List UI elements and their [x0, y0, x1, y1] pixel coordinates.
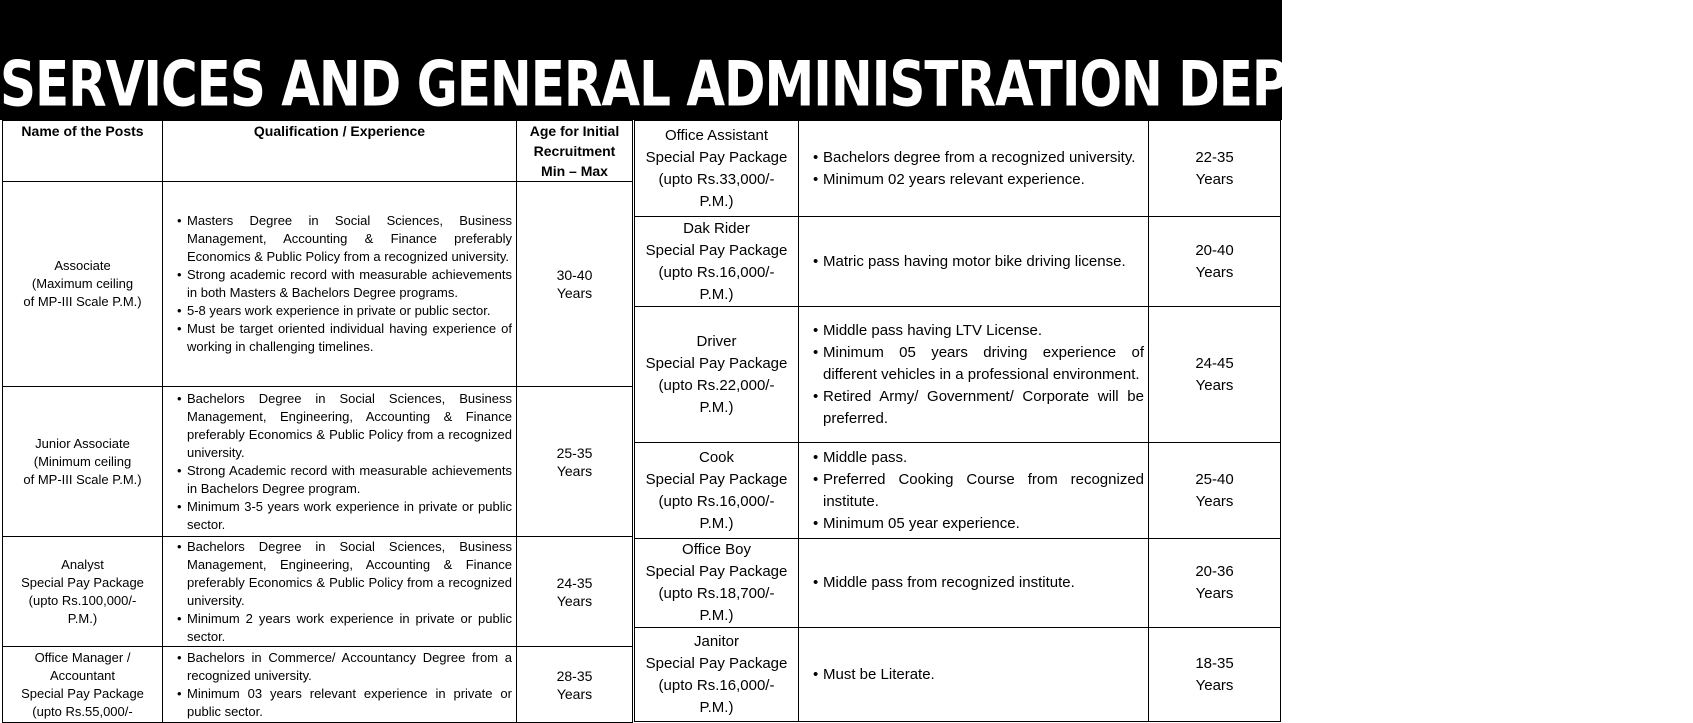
post-name: [635, 121, 799, 217]
age-line: 28-35: [556, 667, 593, 684]
post-name-line: (upto Rs.55,000/-: [32, 703, 133, 719]
post-name-line: Special Pay Package: [645, 470, 788, 488]
age-line: Years: [556, 285, 593, 301]
qualification: [799, 628, 1149, 722]
post-name-line: Accountant: [49, 667, 116, 683]
age-range: [517, 647, 633, 723]
job-row: [635, 443, 1281, 539]
header-post: Name of the Posts: [3, 121, 163, 182]
qualification-list: [167, 538, 512, 646]
qualification: [163, 647, 517, 723]
qualification: [799, 443, 1149, 539]
post-name-line: (upto Rs.16,000/-: [658, 676, 775, 694]
qualification-item: • Masters Degree in Social Sciences, Business Management, Accounting & Finance preferably Economics & Public Policy from a recognized university.: [177, 212, 512, 266]
post-name: [635, 539, 799, 628]
post-name-line: of MP-III Scale P.M.): [23, 294, 142, 309]
job-row: [635, 628, 1281, 722]
post-name-line: (upto Rs.100,000/-: [28, 592, 137, 608]
age-line: 24-35: [556, 574, 593, 591]
qualification-item: • Minimum 02 years relevant experience.: [813, 169, 1144, 191]
job-row: [635, 121, 1281, 217]
post-name-line: Cook: [698, 448, 735, 466]
qualification-item: • Matric pass having motor bike driving license.: [813, 251, 1144, 273]
post-name-line: Special Pay Package: [645, 148, 788, 166]
qualification-list: [167, 212, 512, 356]
age-range: [517, 182, 633, 387]
post-name: [3, 647, 163, 723]
job-row: [635, 217, 1281, 307]
post-name-line: of MP-III Scale P.M.): [23, 471, 142, 487]
job-row: [635, 307, 1281, 443]
qualification-list: [803, 251, 1144, 273]
qualification-list: [167, 390, 512, 534]
job-row: [635, 539, 1281, 628]
qualification-item: • Middle pass having LTV License.: [813, 320, 1144, 342]
page-title: SERVICES AND GENERAL ADMINISTRATION DEPARTMENT JOBS: [0, 47, 1693, 121]
age-range: [1149, 443, 1281, 539]
qualification-item: • 5-8 years work experience in private or public sector.: [177, 302, 512, 320]
jobs-table-left-body: [3, 182, 633, 723]
qualification-item: • Minimum 3-5 years work experience in private or public sector.: [177, 498, 512, 534]
post-name-line: P.M.): [699, 607, 734, 624]
qualification-item: • Bachelors Degree in Social Sciences, Business Management, Engineering, Accounting & Finance preferably Economics & Public Policy from a recognized university.: [177, 538, 512, 610]
age-line: 24-45: [1195, 354, 1234, 372]
post-name-line: Janitor: [693, 632, 740, 650]
qualification: [163, 182, 517, 387]
age-line: 25-40: [1195, 470, 1234, 488]
qualification-item: • Middle pass from recognized institute.: [813, 572, 1144, 594]
age-range: [517, 537, 633, 647]
age-line: Years: [1195, 376, 1234, 394]
post-name: [635, 443, 799, 539]
post-name-line: Office Manager /: [34, 649, 131, 665]
post-name-line: Special Pay Package: [645, 563, 788, 580]
post-name-line: (upto Rs.33,000/-: [658, 170, 775, 188]
qualification: [163, 537, 517, 647]
header-age: Age for Initial Recruitment Min – Max: [517, 121, 633, 182]
age-line: Years: [1195, 170, 1234, 188]
age-line: 18-35: [1195, 654, 1234, 672]
qualification: [799, 121, 1149, 217]
qualification-item: • Must be Literate.: [813, 664, 1144, 686]
post-name-line: P.M.): [699, 698, 734, 716]
post-name-line: Driver: [696, 332, 737, 350]
post-name-line: P.M.): [699, 285, 734, 303]
post-name: [3, 537, 163, 647]
post-name: [635, 307, 799, 443]
qualification-item: • Bachelors Degree in Social Sciences, Business Management, Engineering, Accounting & Finance preferably Economics & Public Policy from a recognized university.: [177, 390, 512, 462]
age-range: [1149, 307, 1281, 443]
post-name-line: P.M.): [699, 514, 734, 532]
age-range: [1149, 628, 1281, 722]
age-line: 25-35: [556, 444, 593, 461]
post-name-line: Analyst: [61, 556, 104, 572]
post-name-line: (Maximum ceiling: [31, 276, 134, 291]
qualification-item: • Retired Army/ Government/ Corporate will be preferred.: [813, 386, 1144, 430]
qualification: [799, 217, 1149, 307]
jobs-table-right: [634, 120, 1281, 722]
post-name-line: Office Boy: [682, 541, 751, 558]
qualification: [163, 387, 517, 537]
qualification-list: [803, 572, 1144, 594]
qualification-item: • Preferred Cooking Course from recognized institute.: [813, 469, 1144, 513]
age-line: Years: [1195, 263, 1234, 281]
age-line: Years: [556, 462, 593, 479]
qualification-list: [167, 649, 512, 721]
age-range: [1149, 121, 1281, 217]
post-name-line: (upto Rs.22,000/-: [658, 376, 775, 394]
post-name-line: P.M.): [699, 192, 734, 210]
age-line: 20-40: [1195, 241, 1234, 259]
qualification-list: [803, 147, 1144, 191]
post-name-line: Dak Rider: [683, 219, 750, 237]
qualification: [799, 307, 1149, 443]
post-name-line: Associate: [54, 258, 111, 273]
job-row: [3, 182, 633, 387]
age-line: Years: [1195, 585, 1234, 602]
post-name-line: Special Pay Package: [645, 354, 788, 372]
qualification-item: • Minimum 03 years relevant experience in private or public sector.: [177, 685, 512, 721]
qualification-list: [803, 320, 1144, 430]
qualification-item: • Bachelors in Commerce/ Accountancy Degree from a recognized university.: [177, 649, 512, 685]
qualification-item: • Minimum 2 years work experience in private or public sector.: [177, 610, 512, 646]
age-line: 20-36: [1195, 563, 1234, 580]
post-name-line: (upto Rs.16,000/-: [658, 492, 775, 510]
qualification-list: [803, 664, 1144, 686]
age-range: [1149, 539, 1281, 628]
post-name-line: P.M.): [67, 610, 98, 626]
header-qualification: Qualification / Experience: [163, 121, 517, 182]
post-name: [635, 217, 799, 307]
post-name: [3, 387, 163, 537]
age-line: Years: [556, 685, 593, 702]
qualification-item: • Middle pass.: [813, 447, 1144, 469]
qualification-list: [803, 447, 1144, 535]
qualification-item: • Strong Academic record with measurable achievements in Bachelors Degree program.: [177, 462, 512, 498]
post-name-line: Special Pay Package: [21, 685, 144, 701]
jobs-table-left: [2, 120, 633, 723]
qualification: [799, 539, 1149, 628]
age-line: 22-35: [1195, 148, 1234, 166]
qualification-item: • Minimum 05 year experience.: [813, 513, 1144, 535]
post-name: [3, 182, 163, 387]
qualification-item: • Minimum 05 years driving experience of different vehicles in a professional environment.: [813, 342, 1144, 386]
job-row: [3, 647, 633, 723]
age-line: Years: [556, 592, 593, 609]
job-row: [3, 387, 633, 537]
age-range: [517, 387, 633, 537]
qualification-item: • Must be target oriented individual having experience of working in challenging timelines.: [177, 320, 512, 356]
post-name-line: (upto Rs.16,000/-: [658, 263, 775, 281]
age-range: [1149, 217, 1281, 307]
post-name-line: Special Pay Package: [645, 241, 788, 259]
post-name-line: (upto Rs.18,700/-: [658, 585, 775, 602]
job-row: [3, 537, 633, 647]
post-name-line: Office Assistant: [664, 126, 769, 144]
jobs-table-right-body: [635, 121, 1281, 722]
post-name-line: Special Pay Package: [645, 654, 788, 672]
age-line: 30-40: [556, 267, 593, 283]
post-name-line: (Minimum ceiling: [33, 453, 132, 469]
post-name-line: P.M.): [699, 398, 734, 416]
age-line: Years: [1195, 676, 1234, 694]
qualification-item: • Bachelors degree from a recognized university.: [813, 147, 1144, 169]
post-name: [635, 628, 799, 722]
age-line: Years: [1195, 492, 1234, 510]
qualification-item: • Strong academic record with measurable achievements in both Masters & Bachelors Degree programs.: [177, 266, 512, 302]
post-name-line: Special Pay Package: [21, 574, 144, 590]
post-name-line: Junior Associate: [35, 435, 130, 451]
